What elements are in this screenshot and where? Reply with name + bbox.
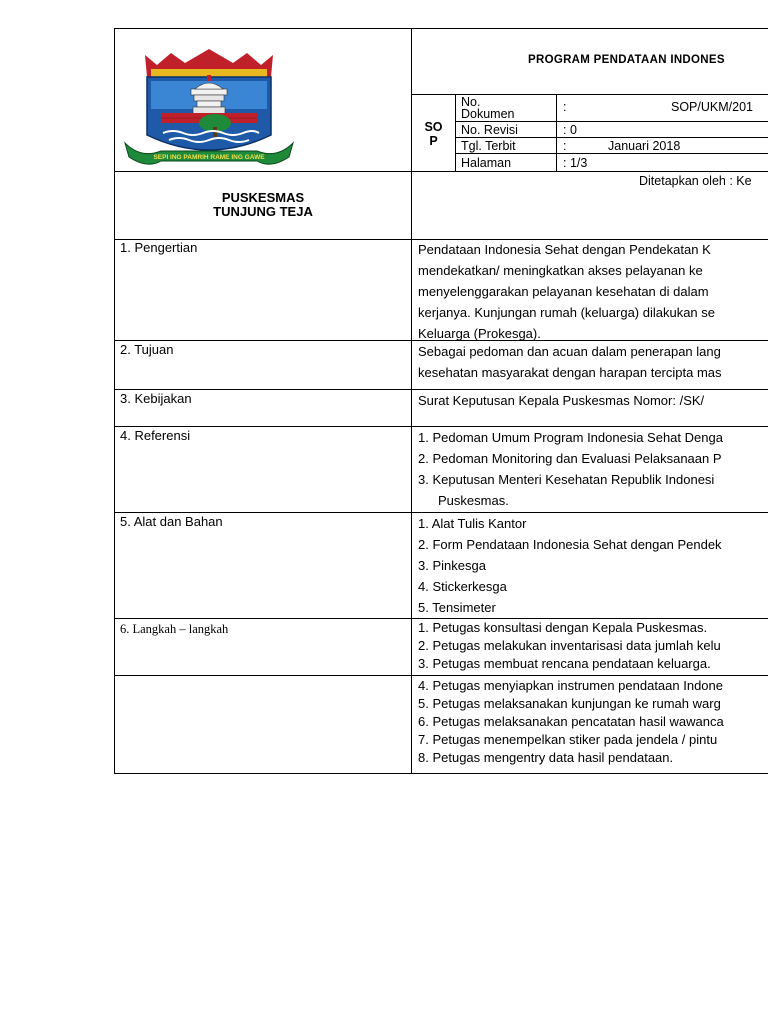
sop-label: SO P (412, 95, 456, 172)
section-content: 1. Petugas konsultasi dengan Kepala Puskesmas. 2. Petugas melakukan inventarisasi data jumlah kelu 3. Petugas membuat rencana pendataan keluarga. (418, 620, 721, 671)
section-content: 1. Alat Tulis Kantor 2. Form Pendataan Indonesia Sehat dengan Pendek 3. Pinkesga 4. Stickerkesga 5. Tensimeter (418, 516, 722, 615)
meta-row-halaman: Halaman : 1/3 (461, 156, 588, 170)
section-label: 4. Referensi (115, 427, 412, 512)
section-content: 1. Pedoman Umum Program Indonesia Sehat Denga 2. Pedoman Monitoring dan Evaluasi Pelaksanaan P 3. Keputusan Menteri Kesehatan Republik Indonesi Puskesmas. (418, 430, 723, 508)
document-header (114, 28, 768, 240)
section-content: Pendataan Indonesia Sehat dengan Pendekatan K mendekatkan/ meningkatkan akses pelayanan ke menyelenggarakan pelayanan kesehatan di dalam kerjanya. Kunjungan rumah (keluarga) dilakukan se Keluarga (Prokesga). (418, 242, 716, 340)
svg-text:SEPI ING PAMRIH RAME ING GAWE: SEPI ING PAMRIH RAME ING GAWE (153, 154, 265, 161)
section-label: 2. Tujuan (115, 341, 412, 389)
section-content: 4. Petugas menyiapkan instrumen pendataan Indone 5. Petugas melaksanakan kunjungan ke rumah warg 6. Petugas melaksanakan pencatatan hasil wawanca 7. Petugas menempelkan stiker pada jendela / pintu 8. Petugas mengentry data hasil pendataan. (418, 678, 724, 765)
sop-body-table (114, 239, 768, 774)
logo-cell (115, 29, 412, 172)
meta-row-nomor-revisi: No. Revisi : 0 (456, 122, 768, 138)
section-tujuan (115, 341, 768, 390)
section-label: 3. Kebijakan (115, 390, 412, 426)
section-langkah-continued (115, 676, 768, 774)
section-langkah (115, 619, 768, 676)
regional-emblem-icon (121, 47, 297, 167)
document-title: PROGRAM PENDATAAN INDONES (412, 29, 768, 95)
section-content: Sebagai pedoman dan acuan dalam penerapan lang kesehatan masyarakat dengan harapan tercipta mas (418, 344, 722, 380)
section-label-empty (115, 676, 412, 773)
approved-by: Ditetapkan oleh : Ke (639, 174, 752, 188)
meta-row-nomor-dokumen: No. Dokumen : SOP/UKM/201 (456, 95, 768, 122)
organization-name: PUSKESMAS TUNJUNG TEJA (115, 172, 412, 240)
section-content: Surat Keputusan Kepala Puskesmas Nomor: /SK/ (418, 393, 705, 408)
section-label: 1. Pengertian (115, 239, 412, 340)
section-pengertian (115, 239, 768, 341)
document-metadata (456, 95, 768, 172)
section-referensi (115, 427, 768, 513)
section-kebijakan (115, 390, 768, 427)
section-alat-dan-bahan (115, 513, 768, 619)
meta-row-tanggal-terbit: Tgl. Terbit : Januari 2018 (456, 138, 768, 154)
section-label: 5. Alat dan Bahan (115, 513, 412, 618)
section-label: 6. Langkah – langkah (115, 619, 412, 675)
